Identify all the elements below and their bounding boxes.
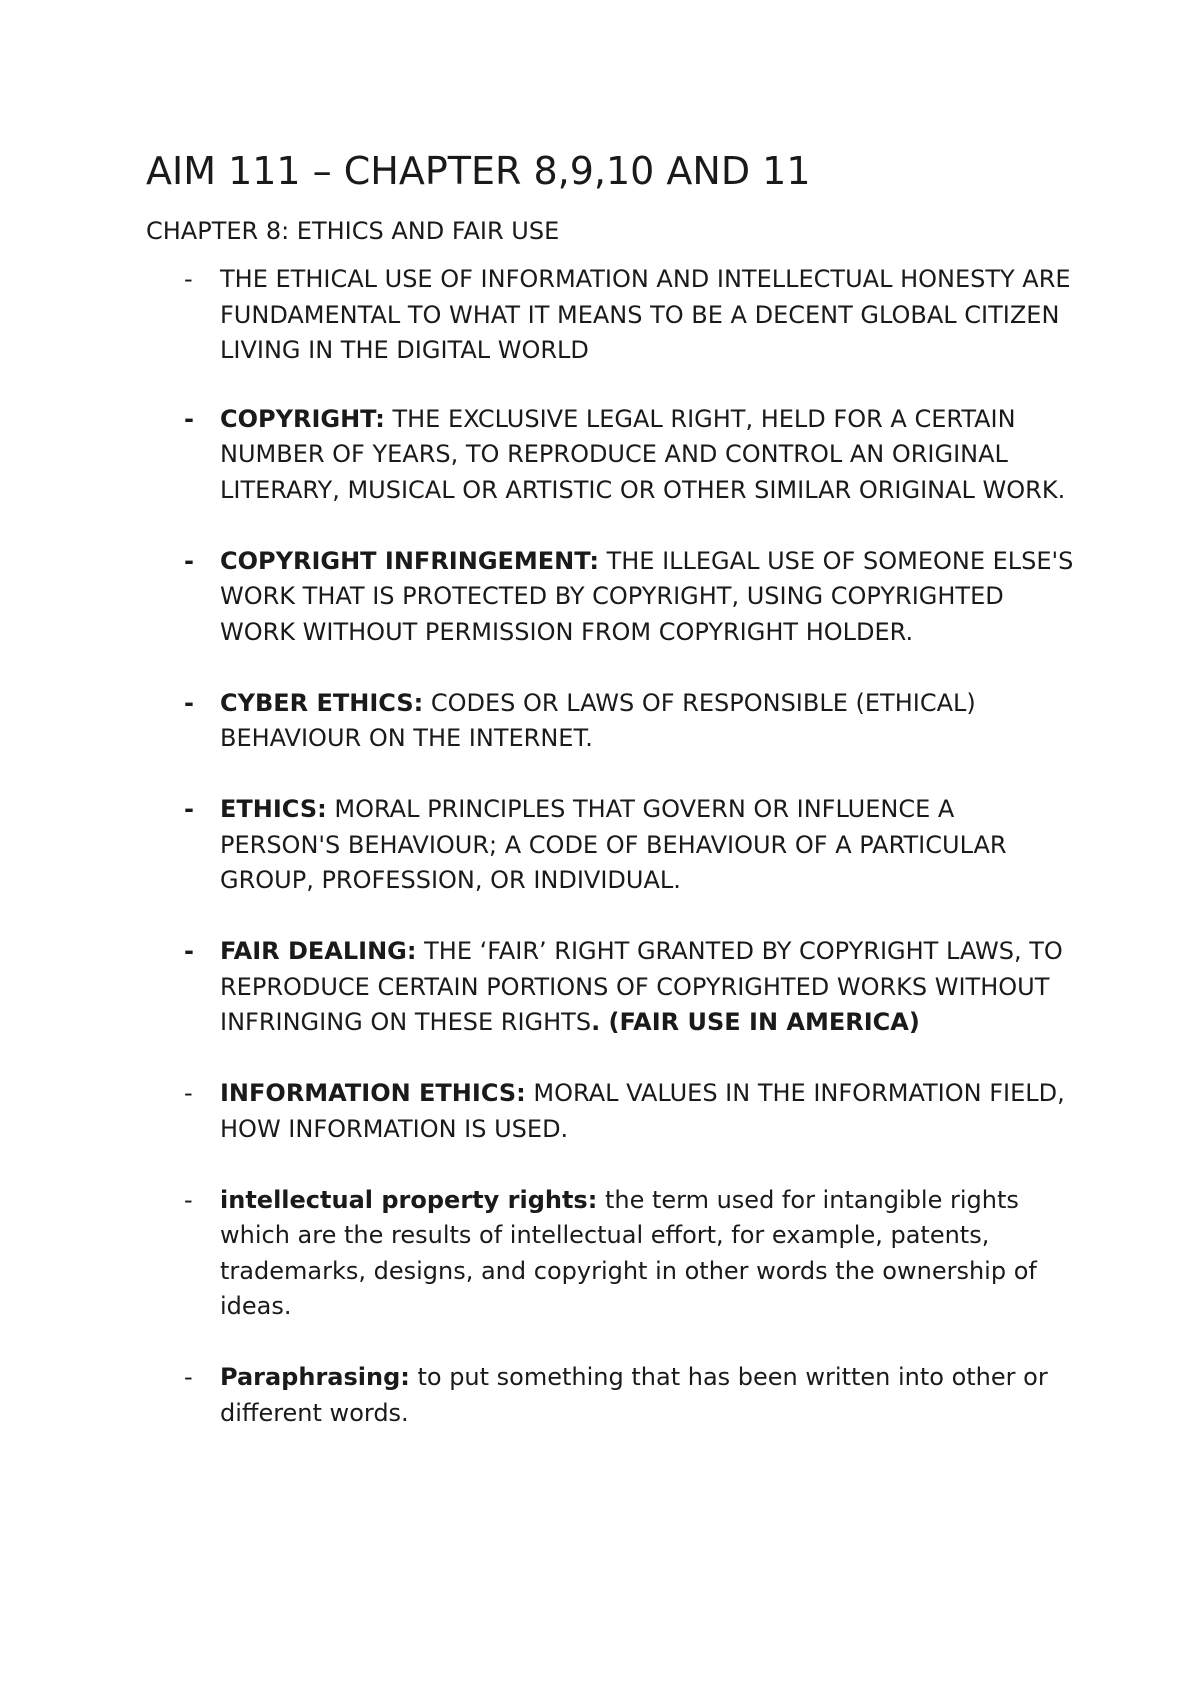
term-label: intellectual property rights: [220,1185,598,1214]
bullet-dash: - [184,1079,193,1107]
list-item [146,1183,1076,1325]
term-label: COPYRIGHT INFRINGEMENT: [220,546,599,575]
term-label: CYBER ETHICS: [220,688,424,717]
item-text: CODES OR LAWS OF RESPONSIBLE (ETHICAL) BEHAVIOUR ON THE INTERNET. [220,688,976,752]
list-item [146,686,1076,757]
item-text: the term used for intangible rights which are the results of intellectual effort, for example, patents, trademarks, designs, and copyright in other words the ownership of ideas. [220,1185,1037,1320]
term-label: INFORMATION ETHICS: [220,1079,526,1107]
item-text: THE ILLEGAL USE OF SOMEONE ELSE'S WORK THAT IS PROTECTED BY COPYRIGHT, USING COPYRIGHTED WORK WITHOUT PERMISSION FROM COPYRIGHT HOLDER. [220,546,1074,646]
term-label: ETHICS: [220,795,327,823]
item-text: THE ‘FAIR’ RIGHT GRANTED BY COPYRIGHT LAWS, TO REPRODUCE CERTAIN PORTIONS OF COPYRIGHTED WORKS WITHOUT INFRINGING ON THESE RIGHTS [220,937,1063,1036]
list-item [146,792,1076,899]
bullet-dash: - [184,1185,193,1214]
term-label: COPYRIGHT: [220,404,385,433]
list-item [146,1360,1076,1431]
bullet-dash: - [184,265,193,293]
document-title: AIM 111 – CHAPTER 8,9,10 AND 11 [146,149,811,193]
list-item [146,934,1076,1041]
item-text: MORAL PRINCIPLES THAT GOVERN OR INFLUENCE A PERSON'S BEHAVIOUR; A CODE OF BEHAVIOUR OF A PARTICULAR GROUP, PROFESSION, OR INDIVIDUAL. [220,795,1007,894]
bullet-dash: - [184,795,194,823]
list-item [146,402,1076,509]
bullet-dash: - [184,1363,193,1391]
list-item [146,262,1076,369]
item-note: . (FAIR USE IN AMERICA) [591,1008,920,1036]
item-text: THE EXCLUSIVE LEGAL RIGHT, HELD FOR A CERTAIN NUMBER OF YEARS, TO REPRODUCE AND CONTROL AN ORIGINAL LITERARY, MUSICAL OR ARTISTIC OR OTHER SIMILAR ORIGINAL WORK. [220,404,1066,504]
bullet-dash: - [184,688,194,717]
item-text: to put something that has been written into other or different words. [220,1363,1048,1427]
definition-list [146,262,1076,1467]
item-text: THE ETHICAL USE OF INFORMATION AND INTELLECTUAL HONESTY ARE FUNDAMENTAL TO WHAT IT MEANS TO BE A DECENT GLOBAL CITIZEN LIVING IN THE DIGITAL WORLD [220,265,1071,364]
term-label: FAIR DEALING: [220,937,417,965]
list-item [146,1076,1076,1147]
item-text: MORAL VALUES IN THE INFORMATION FIELD, HOW INFORMATION IS USED. [220,1079,1065,1143]
term-label: Paraphrasing: [220,1363,410,1391]
bullet-dash: - [184,546,194,575]
bullet-dash: - [184,937,194,965]
bullet-dash: - [184,404,194,433]
list-item [146,544,1076,651]
chapter-heading: CHAPTER 8: ETHICS AND FAIR USE [146,217,560,245]
